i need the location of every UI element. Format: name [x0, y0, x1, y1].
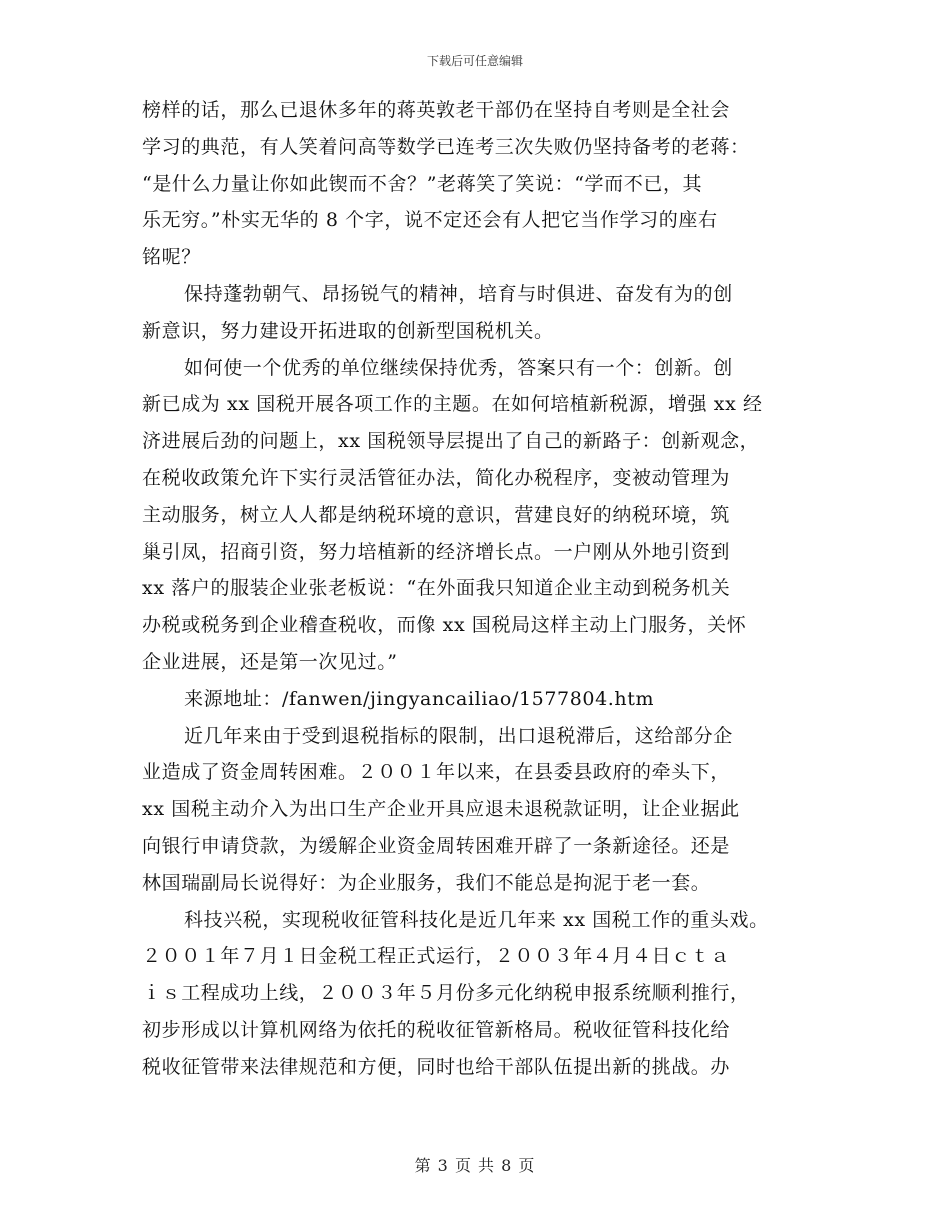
- text-line: 林国瑞副局长说得好：为企业服务，我们不能总是拘泥于老一套。: [142, 871, 711, 894]
- text-line: 榜样的话，那么已退休多年的蒋英敦老干部仍在坚持自考则是全社会: [142, 99, 731, 121]
- text-line: 保持蓬勃朝气、昂扬锐气的精神，培育与时俱进、奋发有为的创: [184, 282, 733, 305]
- text-line: 业造成了资金周转困难。２００１年以来，在县委县政府的牵头下，: [142, 761, 731, 784]
- text-line: 铭呢？: [142, 246, 201, 269]
- text-line: 向银行申请贷款，为缓解企业资金周转困难开辟了一条新途径。还是: [142, 834, 731, 857]
- text-line: 办税或税务到企业稽查税收，而像 xx 国税局这样主动上门服务，关怀: [142, 614, 747, 637]
- body-text: [142, 92, 814, 1086]
- text-line: “是什么力量让你如此锲而不舍？”老蒋笑了笑说：“学而不已，其: [142, 172, 703, 195]
- text-line: xx 落户的服装企业张老板说：“在外面我只知道企业主动到税务机关: [142, 577, 731, 600]
- page-number: 第 3 页 共 8 页: [414, 1156, 536, 1175]
- text-line: 在税收政策允许下实行灵活管征办法，简化办税程序，变被动管理为: [142, 466, 731, 489]
- text-line: ２００１年７月１日金税工程正式运行，２００３年４月４日ｃｔａ: [142, 945, 731, 968]
- text-line: xx 国税主动介入为出口生产企业开具应退未退税款证明，让企业据此: [142, 798, 740, 821]
- text-line: 乐无穷。”朴实无华的 8 个字，说不定还会有人把它当作学习的座右: [142, 209, 718, 232]
- text-line: 济进展后劲的问题上，xx 国税领导层提出了自己的新路子：创新观念，: [142, 430, 760, 453]
- text-line: 如何使一个优秀的单位继续保持优秀，答案只有一个：创新。创: [184, 356, 733, 379]
- text-line: 税收征管带来法律规范和方便，同时也给干部队伍提出新的挑战。办: [142, 1055, 731, 1078]
- text-line: 学习的典范，有人笑着问高等数学已连考三次失败仍坚持备考的老蒋：: [142, 135, 750, 158]
- page-header: 下载后可任意编辑: [426, 54, 523, 68]
- source-address: 来源地址：/fanwen/jingyancailiao/1577804.htm: [184, 687, 655, 710]
- text-line: 近几年来由于受到退税指标的限制，出口退税滞后，这给部分企: [184, 724, 733, 747]
- text-line: ｉｓ工程成功上线，２００３年５月份多元化纳税申报系统顺利推行，: [142, 982, 750, 1005]
- text-line: 新意识，努力建设开拓进取的创新型国税机关。: [142, 319, 554, 342]
- text-line: 企业进展，还是第一次见过。”: [142, 650, 398, 673]
- text-line: 初步形成以计算机网络为依托的税收征管新格局。税收征管科技化给: [142, 1018, 731, 1041]
- text-line: 新已成为 xx 国税开展各项工作的主题。在如何培植新税源，增强 xx 经: [142, 393, 763, 416]
- text-line: 巢引凤，招商引资，努力培植新的经济增长点。一户刚从外地引资到: [142, 540, 731, 563]
- text-line: 科技兴税，实现税收征管科技化是近几年来 xx 国税工作的重头戏。: [184, 908, 769, 931]
- text-line: 主动服务，树立人人都是纳税环境的意识，营建良好的纳税环境，筑: [142, 503, 731, 526]
